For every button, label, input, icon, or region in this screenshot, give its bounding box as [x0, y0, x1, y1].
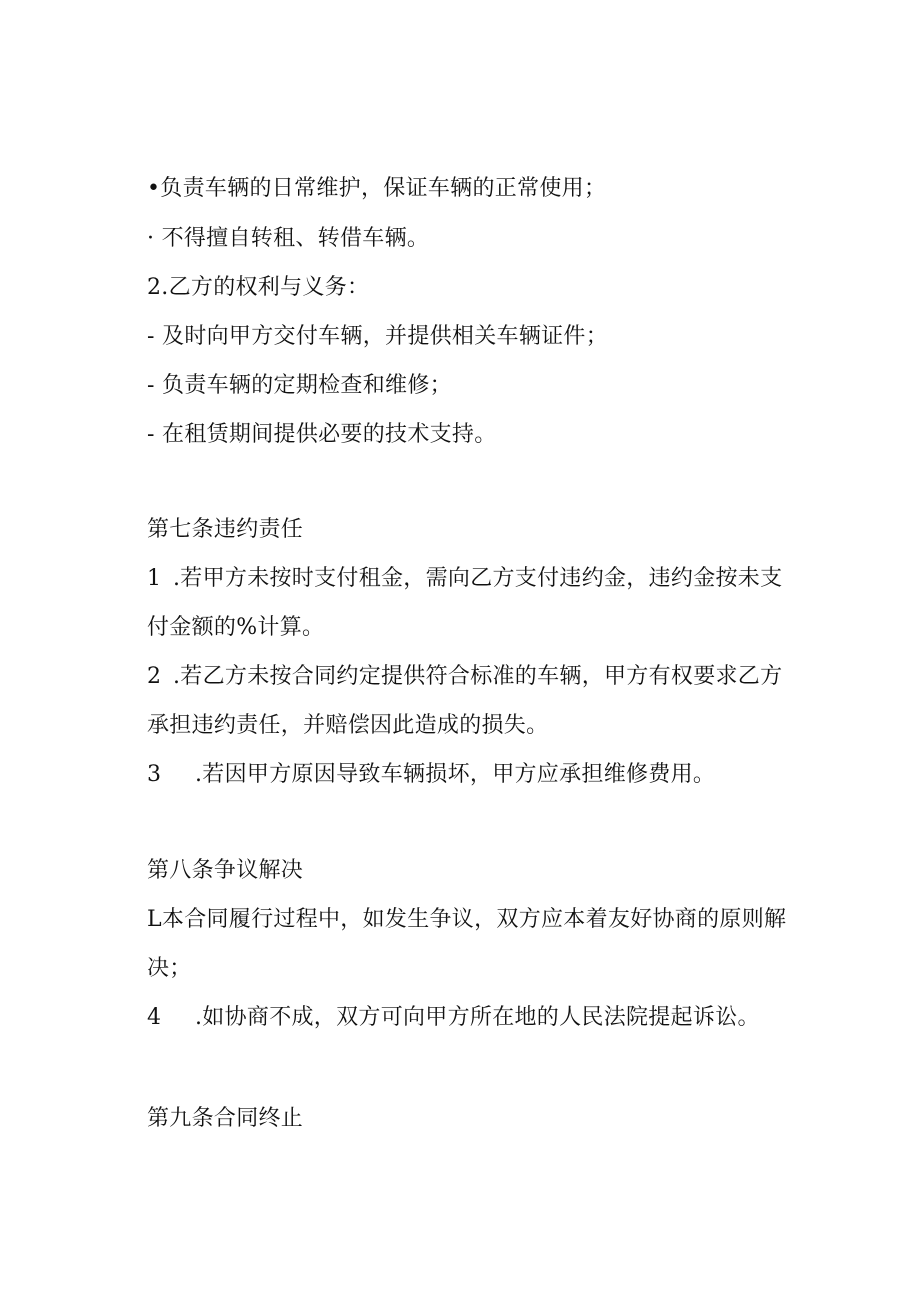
article7-item2-number: 2 [147, 664, 162, 689]
article8-item1-line2: 决； [147, 956, 192, 981]
party-b-item-support: - 在租赁期间提供必要的技术支持。 [147, 422, 497, 447]
article7-item1-line1 [147, 564, 827, 594]
article7-item3 [147, 760, 827, 790]
party-b-item-inspect: - 负责车辆的定期检查和维修； [147, 373, 452, 398]
article7-item3-text: .若因甲方原因导致车辆损坏，甲方应承担维修费用。 [195, 762, 716, 787]
article7-item1-line2: 付金额的%计算。 [147, 615, 325, 640]
article7-item2-text: .若乙方未按合同约定提供符合标准的车辆，甲方有权要求乙方 [173, 664, 783, 689]
article7-heading: 第七条违约责任 [147, 517, 304, 542]
party-b-item-deliver: - 及时向甲方交付车辆，并提供相关车辆证件； [147, 324, 609, 349]
article7-item2-line1 [147, 662, 827, 692]
article7-item1-text: .若甲方未按时支付租金，需向乙方支付违约金，违约金按未支 [173, 566, 783, 591]
article8-item2-text: .如协商不成，双方可向甲方所在地的人民法院提起诉讼。 [195, 1005, 760, 1030]
article9-heading: 第九条合同终止 [147, 1106, 304, 1131]
party-b-heading: 2.乙方的权利与义务： [147, 275, 370, 300]
bullet-no-sublease: · 不得擅自转租、转借车辆。 [147, 226, 430, 251]
article7-item2-line2: 承担违约责任，并赔偿因此造成的损失。 [147, 713, 549, 738]
bullet-daily-maintenance: •负责车辆的日常维护，保证车辆的正常使用； [147, 176, 607, 201]
article7-item1-number: 1 [147, 566, 162, 591]
article8-heading: 第八条争议解决 [147, 858, 304, 883]
article8-item2 [147, 1003, 827, 1033]
article8-item2-number: 4 [147, 1005, 162, 1030]
article7-item3-number: 3 [147, 762, 162, 787]
article8-item1-line1: L本合同履行过程中，如发生争议，双方应本着友好协商的原则解 [147, 907, 787, 932]
